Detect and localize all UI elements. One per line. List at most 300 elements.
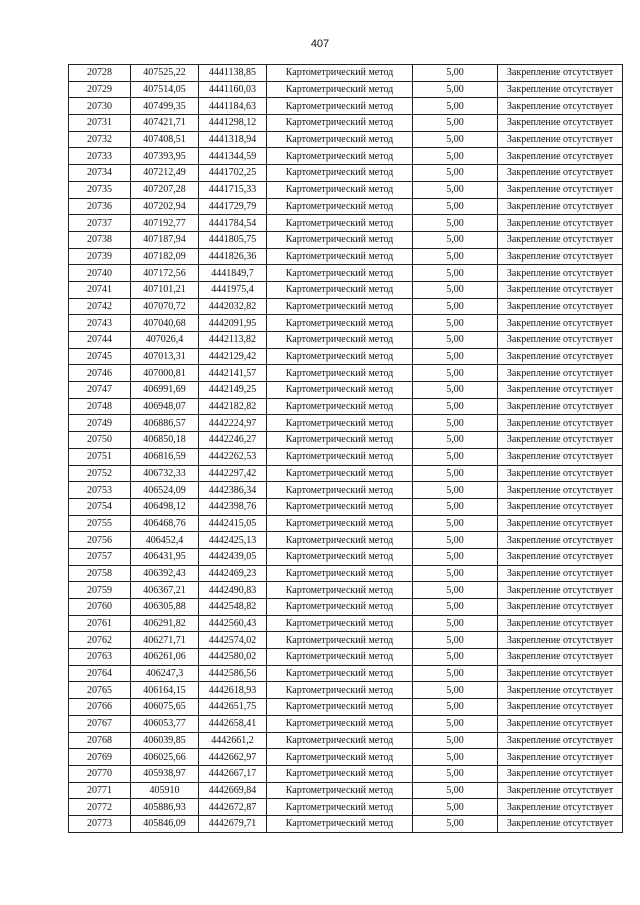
fixing-cell: Закрепление отсутствует: [498, 732, 623, 749]
accuracy-cell: 5,00: [413, 265, 498, 282]
table-row: [69, 98, 623, 115]
x-coordinate-cell: 407187,94: [131, 231, 199, 248]
accuracy-cell: 5,00: [413, 682, 498, 699]
table-row: [69, 165, 623, 182]
method-cell: Картометрический метод: [267, 682, 413, 699]
x-coordinate-cell: 406261,06: [131, 649, 199, 666]
accuracy-cell: 5,00: [413, 782, 498, 799]
table-row: [69, 248, 623, 265]
x-coordinate-cell: 406305,88: [131, 599, 199, 616]
y-coordinate-cell: 4441298,12: [199, 115, 267, 132]
accuracy-cell: 5,00: [413, 165, 498, 182]
fixing-cell: Закрепление отсутствует: [498, 565, 623, 582]
point-number-cell: 20735: [69, 181, 131, 198]
fixing-cell: Закрепление отсутствует: [498, 398, 623, 415]
y-coordinate-cell: 4442672,87: [199, 799, 267, 816]
x-coordinate-cell: 405886,93: [131, 799, 199, 816]
x-coordinate-cell: 406452,4: [131, 532, 199, 549]
x-coordinate-cell: 407408,51: [131, 131, 199, 148]
point-number-cell: 20749: [69, 415, 131, 432]
y-coordinate-cell: 4441702,25: [199, 165, 267, 182]
method-cell: Картометрический метод: [267, 582, 413, 599]
method-cell: Картометрический метод: [267, 248, 413, 265]
table-row: [69, 332, 623, 349]
table-row: [69, 682, 623, 699]
table-row: [69, 498, 623, 515]
method-cell: Картометрический метод: [267, 548, 413, 565]
table-row: [69, 715, 623, 732]
method-cell: Картометрический метод: [267, 315, 413, 332]
table-row: [69, 632, 623, 649]
method-cell: Картометрический метод: [267, 65, 413, 82]
point-number-cell: 20744: [69, 332, 131, 349]
table-row: [69, 265, 623, 282]
point-number-cell: 20772: [69, 799, 131, 816]
point-number-cell: 20741: [69, 281, 131, 298]
y-coordinate-cell: 4442415,05: [199, 515, 267, 532]
accuracy-cell: 5,00: [413, 198, 498, 215]
y-coordinate-cell: 4441826,36: [199, 248, 267, 265]
x-coordinate-cell: 407212,49: [131, 165, 199, 182]
point-number-cell: 20760: [69, 599, 131, 616]
table-row: [69, 448, 623, 465]
method-cell: Картометрический метод: [267, 198, 413, 215]
x-coordinate-cell: 406732,33: [131, 465, 199, 482]
x-coordinate-cell: 406075,65: [131, 699, 199, 716]
x-coordinate-cell: 407525,22: [131, 65, 199, 82]
method-cell: Картометрический метод: [267, 749, 413, 766]
point-number-cell: 20737: [69, 215, 131, 232]
accuracy-cell: 5,00: [413, 665, 498, 682]
accuracy-cell: 5,00: [413, 482, 498, 499]
point-number-cell: 20756: [69, 532, 131, 549]
table-row: [69, 765, 623, 782]
method-cell: Картометрический метод: [267, 398, 413, 415]
fixing-cell: Закрепление отсутствует: [498, 231, 623, 248]
x-coordinate-cell: 406039,85: [131, 732, 199, 749]
fixing-cell: Закрепление отсутствует: [498, 699, 623, 716]
y-coordinate-cell: 4442129,42: [199, 348, 267, 365]
y-coordinate-cell: 4441138,85: [199, 65, 267, 82]
method-cell: Картометрический метод: [267, 515, 413, 532]
x-coordinate-cell: 407026,4: [131, 332, 199, 349]
accuracy-cell: 5,00: [413, 215, 498, 232]
accuracy-cell: 5,00: [413, 332, 498, 349]
table-row: [69, 615, 623, 632]
x-coordinate-cell: 406025,66: [131, 749, 199, 766]
method-cell: Картометрический метод: [267, 332, 413, 349]
y-coordinate-cell: 4441849,7: [199, 265, 267, 282]
method-cell: Картометрический метод: [267, 448, 413, 465]
fixing-cell: Закрепление отсутствует: [498, 131, 623, 148]
fixing-cell: Закрепление отсутствует: [498, 432, 623, 449]
accuracy-cell: 5,00: [413, 148, 498, 165]
table-row: [69, 298, 623, 315]
fixing-cell: Закрепление отсутствует: [498, 365, 623, 382]
method-cell: Картометрический метод: [267, 565, 413, 582]
fixing-cell: Закрепление отсутствует: [498, 98, 623, 115]
y-coordinate-cell: 4442113,82: [199, 332, 267, 349]
method-cell: Картометрический метод: [267, 115, 413, 132]
accuracy-cell: 5,00: [413, 131, 498, 148]
point-number-cell: 20755: [69, 515, 131, 532]
y-coordinate-cell: 4441975,4: [199, 281, 267, 298]
y-coordinate-cell: 4441184,63: [199, 98, 267, 115]
x-coordinate-cell: 406164,15: [131, 682, 199, 699]
fixing-cell: Закрепление отсутствует: [498, 599, 623, 616]
accuracy-cell: 5,00: [413, 749, 498, 766]
x-coordinate-cell: 406247,3: [131, 665, 199, 682]
accuracy-cell: 5,00: [413, 448, 498, 465]
method-cell: Картометрический метод: [267, 465, 413, 482]
table-row: [69, 515, 623, 532]
y-coordinate-cell: 4442658,41: [199, 715, 267, 732]
accuracy-cell: 5,00: [413, 565, 498, 582]
y-coordinate-cell: 4442149,25: [199, 382, 267, 399]
accuracy-cell: 5,00: [413, 532, 498, 549]
point-number-cell: 20753: [69, 482, 131, 499]
method-cell: Картометрический метод: [267, 732, 413, 749]
method-cell: Картометрический метод: [267, 715, 413, 732]
point-number-cell: 20743: [69, 315, 131, 332]
method-cell: Картометрический метод: [267, 632, 413, 649]
y-coordinate-cell: 4442469,23: [199, 565, 267, 582]
accuracy-cell: 5,00: [413, 615, 498, 632]
fixing-cell: Закрепление отсутствует: [498, 615, 623, 632]
x-coordinate-cell: 407040,68: [131, 315, 199, 332]
fixing-cell: Закрепление отсутствует: [498, 782, 623, 799]
accuracy-cell: 5,00: [413, 715, 498, 732]
x-coordinate-cell: 406524,09: [131, 482, 199, 499]
y-coordinate-cell: 4442618,93: [199, 682, 267, 699]
method-cell: Картометрический метод: [267, 815, 413, 832]
x-coordinate-cell: 406498,12: [131, 498, 199, 515]
fixing-cell: Закрепление отсутствует: [498, 532, 623, 549]
y-coordinate-cell: 4442669,84: [199, 782, 267, 799]
method-cell: Картометрический метод: [267, 298, 413, 315]
accuracy-cell: 5,00: [413, 765, 498, 782]
fixing-cell: Закрепление отсутствует: [498, 582, 623, 599]
x-coordinate-cell: 407421,71: [131, 115, 199, 132]
y-coordinate-cell: 4441160,03: [199, 81, 267, 98]
accuracy-cell: 5,00: [413, 515, 498, 532]
table-row: [69, 465, 623, 482]
accuracy-cell: 5,00: [413, 799, 498, 816]
table-row: [69, 532, 623, 549]
accuracy-cell: 5,00: [413, 382, 498, 399]
table-row: [69, 131, 623, 148]
fixing-cell: Закрепление отсутствует: [498, 332, 623, 349]
fixing-cell: Закрепление отсутствует: [498, 148, 623, 165]
point-number-cell: 20740: [69, 265, 131, 282]
accuracy-cell: 5,00: [413, 465, 498, 482]
table-row: [69, 599, 623, 616]
fixing-cell: Закрепление отсутствует: [498, 649, 623, 666]
fixing-cell: Закрепление отсутствует: [498, 682, 623, 699]
fixing-cell: Закрепление отсутствует: [498, 81, 623, 98]
accuracy-cell: 5,00: [413, 181, 498, 198]
accuracy-cell: 5,00: [413, 398, 498, 415]
fixing-cell: Закрепление отсутствует: [498, 632, 623, 649]
y-coordinate-cell: 4442580,02: [199, 649, 267, 666]
y-coordinate-cell: 4442548,82: [199, 599, 267, 616]
point-number-cell: 20733: [69, 148, 131, 165]
fixing-cell: Закрепление отсутствует: [498, 765, 623, 782]
accuracy-cell: 5,00: [413, 281, 498, 298]
table-row: [69, 665, 623, 682]
table-row: [69, 649, 623, 666]
method-cell: Картометрический метод: [267, 131, 413, 148]
x-coordinate-cell: 406468,76: [131, 515, 199, 532]
table-row: [69, 365, 623, 382]
x-coordinate-cell: 406431,95: [131, 548, 199, 565]
y-coordinate-cell: 4442246,27: [199, 432, 267, 449]
accuracy-cell: 5,00: [413, 699, 498, 716]
method-cell: Картометрический метод: [267, 98, 413, 115]
fixing-cell: Закрепление отсутствует: [498, 515, 623, 532]
fixing-cell: Закрепление отсутствует: [498, 465, 623, 482]
method-cell: Картометрический метод: [267, 482, 413, 499]
y-coordinate-cell: 4442398,76: [199, 498, 267, 515]
point-number-cell: 20771: [69, 782, 131, 799]
y-coordinate-cell: 4441344,59: [199, 148, 267, 165]
method-cell: Картометрический метод: [267, 231, 413, 248]
table-row: [69, 215, 623, 232]
table-row: [69, 799, 623, 816]
point-number-cell: 20763: [69, 649, 131, 666]
table-row: [69, 148, 623, 165]
fixing-cell: Закрепление отсутствует: [498, 448, 623, 465]
y-coordinate-cell: 4442182,82: [199, 398, 267, 415]
y-coordinate-cell: 4442386,34: [199, 482, 267, 499]
point-number-cell: 20759: [69, 582, 131, 599]
fixing-cell: Закрепление отсутствует: [498, 181, 623, 198]
x-coordinate-cell: 407207,28: [131, 181, 199, 198]
table-row: [69, 198, 623, 215]
fixing-cell: Закрепление отсутствует: [498, 265, 623, 282]
fixing-cell: Закрепление отсутствует: [498, 65, 623, 82]
point-number-cell: 20750: [69, 432, 131, 449]
y-coordinate-cell: 4442091,95: [199, 315, 267, 332]
accuracy-cell: 5,00: [413, 548, 498, 565]
fixing-cell: Закрепление отсутствует: [498, 115, 623, 132]
table-row: [69, 699, 623, 716]
x-coordinate-cell: 406991,69: [131, 382, 199, 399]
point-number-cell: 20734: [69, 165, 131, 182]
fixing-cell: Закрепление отсутствует: [498, 315, 623, 332]
accuracy-cell: 5,00: [413, 732, 498, 749]
method-cell: Картометрический метод: [267, 799, 413, 816]
fixing-cell: Закрепление отсутствует: [498, 348, 623, 365]
fixing-cell: Закрепление отсутствует: [498, 749, 623, 766]
fixing-cell: Закрепление отсутствует: [498, 215, 623, 232]
fixing-cell: Закрепление отсутствует: [498, 498, 623, 515]
x-coordinate-cell: 407000,81: [131, 365, 199, 382]
method-cell: Картометрический метод: [267, 265, 413, 282]
point-number-cell: 20729: [69, 81, 131, 98]
accuracy-cell: 5,00: [413, 415, 498, 432]
y-coordinate-cell: 4442032,82: [199, 298, 267, 315]
point-number-cell: 20736: [69, 198, 131, 215]
point-number-cell: 20752: [69, 465, 131, 482]
x-coordinate-cell: 407182,09: [131, 248, 199, 265]
point-number-cell: 20738: [69, 231, 131, 248]
point-number-cell: 20730: [69, 98, 131, 115]
y-coordinate-cell: 4442667,17: [199, 765, 267, 782]
y-coordinate-cell: 4442574,02: [199, 632, 267, 649]
method-cell: Картометрический метод: [267, 782, 413, 799]
x-coordinate-cell: 405938,97: [131, 765, 199, 782]
point-number-cell: 20767: [69, 715, 131, 732]
method-cell: Картометрический метод: [267, 215, 413, 232]
method-cell: Картометрический метод: [267, 365, 413, 382]
method-cell: Картометрический метод: [267, 615, 413, 632]
method-cell: Картометрический метод: [267, 348, 413, 365]
coordinates-table-body: [69, 65, 623, 833]
method-cell: Картометрический метод: [267, 382, 413, 399]
point-number-cell: 20745: [69, 348, 131, 365]
point-number-cell: 20751: [69, 448, 131, 465]
y-coordinate-cell: 4442560,43: [199, 615, 267, 632]
accuracy-cell: 5,00: [413, 632, 498, 649]
y-coordinate-cell: 4441318,94: [199, 131, 267, 148]
point-number-cell: 20739: [69, 248, 131, 265]
table-row: [69, 348, 623, 365]
accuracy-cell: 5,00: [413, 498, 498, 515]
accuracy-cell: 5,00: [413, 582, 498, 599]
coordinates-table: [68, 64, 623, 833]
table-row: [69, 548, 623, 565]
method-cell: Картометрический метод: [267, 281, 413, 298]
accuracy-cell: 5,00: [413, 348, 498, 365]
table-row: [69, 398, 623, 415]
y-coordinate-cell: 4442425,13: [199, 532, 267, 549]
y-coordinate-cell: 4442297,42: [199, 465, 267, 482]
accuracy-cell: 5,00: [413, 231, 498, 248]
table-row: [69, 81, 623, 98]
point-number-cell: 20746: [69, 365, 131, 382]
table-row: [69, 565, 623, 582]
table-row: [69, 749, 623, 766]
x-coordinate-cell: 406948,07: [131, 398, 199, 415]
point-number-cell: 20762: [69, 632, 131, 649]
x-coordinate-cell: 407172,56: [131, 265, 199, 282]
x-coordinate-cell: 407192,77: [131, 215, 199, 232]
fixing-cell: Закрепление отсутствует: [498, 548, 623, 565]
x-coordinate-cell: 406291,82: [131, 615, 199, 632]
fixing-cell: Закрепление отсутствует: [498, 298, 623, 315]
point-number-cell: 20731: [69, 115, 131, 132]
fixing-cell: Закрепление отсутствует: [498, 382, 623, 399]
point-number-cell: 20773: [69, 815, 131, 832]
accuracy-cell: 5,00: [413, 815, 498, 832]
x-coordinate-cell: 405910: [131, 782, 199, 799]
fixing-cell: Закрепление отсутствует: [498, 482, 623, 499]
method-cell: Картометрический метод: [267, 665, 413, 682]
accuracy-cell: 5,00: [413, 432, 498, 449]
table-row: [69, 281, 623, 298]
point-number-cell: 20764: [69, 665, 131, 682]
table-row: [69, 115, 623, 132]
table-row: [69, 732, 623, 749]
table-row: [69, 65, 623, 82]
table-row: [69, 415, 623, 432]
accuracy-cell: 5,00: [413, 298, 498, 315]
method-cell: Картометрический метод: [267, 599, 413, 616]
page-number: 407: [310, 38, 330, 50]
method-cell: Картометрический метод: [267, 415, 413, 432]
table-row: [69, 382, 623, 399]
method-cell: Картометрический метод: [267, 181, 413, 198]
table-row: [69, 181, 623, 198]
x-coordinate-cell: 406271,71: [131, 632, 199, 649]
point-number-cell: 20742: [69, 298, 131, 315]
y-coordinate-cell: 4442662,97: [199, 749, 267, 766]
y-coordinate-cell: 4442586,56: [199, 665, 267, 682]
method-cell: Картометрический метод: [267, 165, 413, 182]
x-coordinate-cell: 407013,31: [131, 348, 199, 365]
point-number-cell: 20770: [69, 765, 131, 782]
accuracy-cell: 5,00: [413, 81, 498, 98]
fixing-cell: Закрепление отсутствует: [498, 281, 623, 298]
x-coordinate-cell: 407393,95: [131, 148, 199, 165]
accuracy-cell: 5,00: [413, 599, 498, 616]
method-cell: Картометрический метод: [267, 765, 413, 782]
x-coordinate-cell: 407101,21: [131, 281, 199, 298]
table-row: [69, 432, 623, 449]
x-coordinate-cell: 406816,59: [131, 448, 199, 465]
table-row: [69, 231, 623, 248]
fixing-cell: Закрепление отсутствует: [498, 665, 623, 682]
y-coordinate-cell: 4442141,57: [199, 365, 267, 382]
accuracy-cell: 5,00: [413, 248, 498, 265]
x-coordinate-cell: 405846,09: [131, 815, 199, 832]
accuracy-cell: 5,00: [413, 315, 498, 332]
x-coordinate-cell: 406886,57: [131, 415, 199, 432]
point-number-cell: 20728: [69, 65, 131, 82]
y-coordinate-cell: 4441729,79: [199, 198, 267, 215]
point-number-cell: 20761: [69, 615, 131, 632]
accuracy-cell: 5,00: [413, 649, 498, 666]
y-coordinate-cell: 4442224,97: [199, 415, 267, 432]
fixing-cell: Закрепление отсутствует: [498, 248, 623, 265]
fixing-cell: Закрепление отсутствует: [498, 198, 623, 215]
point-number-cell: 20754: [69, 498, 131, 515]
method-cell: Картометрический метод: [267, 532, 413, 549]
point-number-cell: 20747: [69, 382, 131, 399]
table-row: [69, 582, 623, 599]
y-coordinate-cell: 4441784,54: [199, 215, 267, 232]
point-number-cell: 20769: [69, 749, 131, 766]
x-coordinate-cell: 406053,77: [131, 715, 199, 732]
y-coordinate-cell: 4441715,33: [199, 181, 267, 198]
table-row: [69, 815, 623, 832]
y-coordinate-cell: 4442661,2: [199, 732, 267, 749]
point-number-cell: 20748: [69, 398, 131, 415]
table-row: [69, 315, 623, 332]
method-cell: Картометрический метод: [267, 432, 413, 449]
method-cell: Картометрический метод: [267, 699, 413, 716]
x-coordinate-cell: 406392,43: [131, 565, 199, 582]
y-coordinate-cell: 4442490,83: [199, 582, 267, 599]
fixing-cell: Закрепление отсутствует: [498, 415, 623, 432]
method-cell: Картометрический метод: [267, 649, 413, 666]
fixing-cell: Закрепление отсутствует: [498, 815, 623, 832]
fixing-cell: Закрепление отсутствует: [498, 715, 623, 732]
accuracy-cell: 5,00: [413, 65, 498, 82]
point-number-cell: 20732: [69, 131, 131, 148]
point-number-cell: 20757: [69, 548, 131, 565]
